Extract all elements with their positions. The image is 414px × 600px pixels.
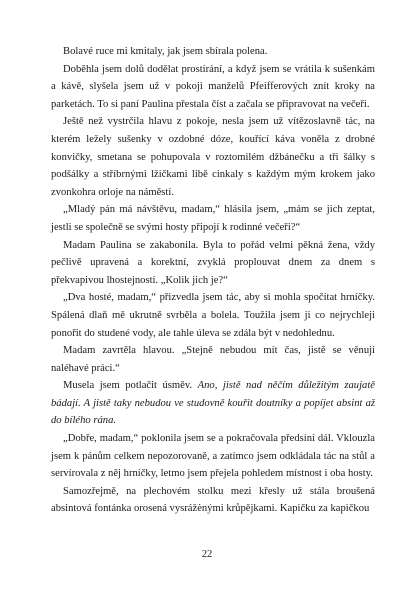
body-text — [51, 43, 375, 518]
italic-thought: Ano, jistě nad něčím důležitým zaujatě bádají. A jistě taky nebudou ve studovně kouřit doutníky a popíjet absint až do bílého rána. — [51, 380, 375, 427]
paragraph: Samozřejmě, na plechovém stolku mezi křesly už stála broušená absintová fontánka orosená vysrážėnými krůpějkami. Kapičku za kapičkou — [51, 485, 375, 515]
paragraph: Bolavé ruce mi kmitaly, jak jsem sbírala polena. — [63, 46, 268, 57]
paragraph: „Dva hosté, madam,“ přizvedla jsem tác, aby si mohla spočítat hrníčky. Spálená dlaň mě ukrutně svrběla a bolela. Toužila jsem ji co nejrychleji ponořit do studené vody, ale tahle úleva se zdála být v nedohlednu. — [51, 292, 375, 339]
paragraph: Doběhla jsem dolů dodělat prostírání, a když jsem se vrátila k sušenkám a kávě, slyšela jsem už v pokoji manželů Pfeifferových znít kroky na parketách. To si paní Paulina přestala číst a začala se připravovat na večeři. — [51, 63, 375, 110]
paragraph: Ještě než vystrčila hlavu z pokoje, nesla jsem už vítězoslavně tác, na kterém ležely sušenky v ozdobné dóze, kouřící káva voněla z drobné konvičky, smetana se pohupovala v roztomilém džbánečku a tři šálky s podšálky a stříbrnými lžičkami libě cinkaly s každým mým krokem jako zvonkohra orloje na náměstí. — [51, 116, 375, 198]
paragraph: „Mladý pán má návštěvu, madam,“ hlásila jsem, „mám se jich zeptat, jestli se společně se svými hosty připojí k rodinné večeři?“ — [51, 204, 375, 233]
paragraph: Musela jsem potlačit úsměv. Ano, jistě nad něčím důležitým zaujatě bádají. A jistě taky nebudou ve studovně kouřit doutníky a popíjet absint až do bílého rána. — [51, 380, 375, 427]
paragraph: „Dobře, madam,“ poklonila jsem se a pokračovala předsíní dál. Vklouzla jsem k pánům celkem nepozorovaně, a zatímco jsem odkládala tác na stůl a servírovala z něj hrníčky, letmo jsem přejela pohledem místnost i oba hosty. — [51, 433, 375, 480]
page-number: 22 — [201, 549, 213, 560]
paragraph: Madam Paulina se zakabonila. Byla to pořád velmi pěkná žena, vždy pečlivě upravená a korektní, zvyklá proplouvat dnem za dnem s překvapivou lhostejností. „Kolik jich je?“ — [51, 239, 375, 286]
paragraph: Madam zavrtěla hlavou. „Stejně nebudou mít čas, jistě se věnují naléhavé práci.“ — [51, 345, 375, 374]
